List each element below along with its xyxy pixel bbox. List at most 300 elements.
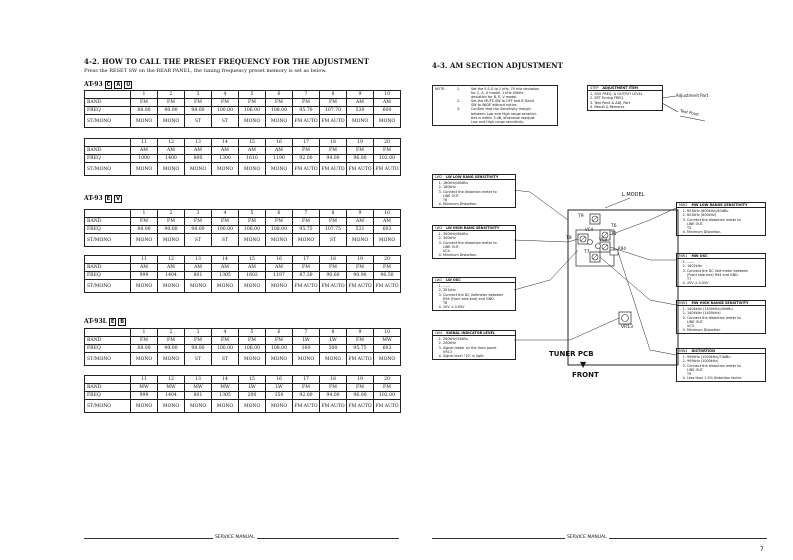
table-cell: 18 [320, 139, 347, 147]
table-cell: MONO [131, 163, 158, 176]
row-label: ST/MONO [85, 234, 131, 247]
table-cell: 4 [212, 91, 239, 99]
table-cell: 13 [185, 256, 212, 264]
table-cell: 10 [374, 210, 401, 218]
table-cell: 603 [374, 226, 401, 234]
label-t9: T9 [578, 214, 584, 219]
table-cell: 1000 [131, 155, 158, 163]
row-label [85, 139, 131, 147]
table-cell: MONO [131, 115, 158, 128]
model-code: E [110, 319, 115, 325]
table-cell: FM AUTO [293, 163, 320, 176]
model-code: A [116, 82, 121, 88]
box-title: LW OSC [446, 278, 461, 282]
table-row [85, 210, 401, 218]
table-cell: FM [293, 99, 320, 107]
table-cell: 15 [239, 376, 266, 384]
box-step: 2. 351kHz [443, 288, 513, 292]
table-cell: FM [212, 99, 239, 107]
box-tag: MW1 [679, 254, 688, 258]
box-steps [433, 231, 515, 258]
box-step: 1. 999kHz (1000kHz)/74dBu [687, 355, 763, 359]
row-label: BAND [85, 147, 131, 155]
row-label: FREQ [85, 392, 131, 400]
table-cell: MW [158, 384, 185, 392]
model-name: AT-93L [84, 318, 107, 325]
table-row [85, 91, 401, 99]
table-cell: 300 [320, 345, 347, 353]
mw-osc-box [676, 253, 766, 287]
table-cell: MONO [158, 353, 185, 366]
table-cell: 107.70 [320, 107, 347, 115]
table-cell: 800 [185, 155, 212, 163]
table-cell: 1 [131, 91, 158, 99]
note-box [432, 85, 558, 126]
table-cell: ST [320, 234, 347, 247]
table-cell: FM [347, 384, 374, 392]
table-row [85, 384, 401, 392]
table-cell: 16 [266, 256, 293, 264]
row-label: FREQ [85, 272, 131, 280]
table-cell: 2 [158, 329, 185, 337]
table-cell: FM AUTO [374, 163, 401, 176]
table-cell: 4 [212, 329, 239, 337]
table-cell: AM [212, 147, 239, 155]
table-row [85, 218, 401, 226]
footer-left: SERVICE MANUAL [215, 535, 255, 540]
table-cell: 95.70 [293, 107, 320, 115]
table-cell: FM [347, 264, 374, 272]
table-cell: FM [320, 99, 347, 107]
row-label: BAND [85, 264, 131, 272]
table-cell: AM [131, 264, 158, 272]
note-text: deviation for B, E, V model. [471, 95, 518, 100]
step-header: STEP [590, 86, 599, 90]
step-items [588, 91, 662, 110]
table-cell: 15 [239, 139, 266, 147]
table-cell: FM [320, 384, 347, 392]
box-title: SIGNAL INDICATOR LEVEL [446, 331, 495, 335]
note-number [457, 120, 471, 124]
table-cell: FM [320, 264, 347, 272]
table-cell: 106.00 [239, 226, 266, 234]
note-lines [457, 87, 539, 124]
note-label: NOTE: [435, 87, 446, 91]
table-cell: 5 [239, 210, 266, 218]
table-cell: AM [185, 147, 212, 155]
table-cell: AM [131, 147, 158, 155]
table-row [85, 353, 401, 366]
table-cell: MONO [158, 115, 185, 128]
row-label: ST/MONO [85, 115, 131, 128]
row-label: FREQ [85, 345, 131, 353]
table-row [85, 226, 401, 234]
table-row [85, 115, 401, 128]
table-cell: 1404 [158, 272, 185, 280]
table-cell: 1602 [239, 272, 266, 280]
box-steps [433, 283, 515, 310]
table-cell: 94.00 [320, 155, 347, 163]
row-label: ST/MONO [85, 163, 131, 176]
box-tag: LW3 [435, 226, 443, 230]
table-cell: FM AUTO [320, 163, 347, 176]
table-cell: 20 [374, 256, 401, 264]
table-cell: 96.50 [374, 272, 401, 280]
table-cell: 11 [131, 139, 158, 147]
note-number: 3. [457, 107, 461, 112]
box-step: 2. 999kHz (1000kHz) [687, 359, 763, 363]
model-name: AT-93 [84, 195, 103, 202]
table-cell: FM AUTO [293, 115, 320, 128]
row-label: BAND [85, 384, 131, 392]
row-label: FREQ [85, 155, 131, 163]
table-row [85, 345, 401, 353]
table-row [85, 99, 401, 107]
preset-table [84, 328, 401, 366]
table-cell: FM AUTO [347, 280, 374, 293]
table-cell: 9 [347, 329, 374, 337]
row-label: BAND [85, 218, 131, 226]
table-cell: FM [131, 99, 158, 107]
table-cell: FM [374, 264, 401, 272]
table-cell: 1610 [239, 155, 266, 163]
table-cell: FM [158, 99, 185, 107]
adjustment-item-header: ADJUSTMENT ITEM [602, 86, 638, 90]
table-cell: 1190 [266, 155, 293, 163]
box-step: 4. Minimum Distortion [687, 328, 763, 332]
box-title: MW HIGH RANGE SENSITIVITY [691, 301, 749, 305]
table-cell: MONO [239, 163, 266, 176]
row-label [85, 256, 131, 264]
table-cell: LW [239, 384, 266, 392]
note-text: Low and High range sensitivity. [471, 119, 524, 124]
table-cell: FM AUTO [320, 280, 347, 293]
table-cell: FM [131, 337, 158, 345]
lw-osc-box [432, 277, 516, 311]
box-step: 1. 300kHz/40dBu [443, 232, 513, 236]
table-cell: FM [347, 147, 374, 155]
table-cell: 11 [131, 376, 158, 384]
table-cell: AM [158, 147, 185, 155]
table-cell: MONO [347, 234, 374, 247]
table-cell: AM [266, 147, 293, 155]
table-cell: MONO [266, 115, 293, 128]
label-r94: R94 [618, 246, 626, 251]
box-title: MW OSC [691, 254, 708, 258]
table-cell: FM [239, 218, 266, 226]
step-item: 1. SSG FREQ. & OUTPUT LEVEL [590, 92, 643, 97]
table-row [85, 234, 401, 247]
table-cell: 94.00 [320, 392, 347, 400]
table-cell: FM [293, 147, 320, 155]
table-row [85, 400, 401, 413]
table-cell: MONO [266, 280, 293, 293]
table-cell: 3 [185, 91, 212, 99]
table-cell: MONO [158, 400, 185, 413]
table-cell: 100.00 [212, 226, 239, 234]
table-cell: 107.75 [320, 226, 347, 234]
table-cell: MONO [266, 234, 293, 247]
row-label: FREQ [85, 226, 131, 234]
table-cell: MONO [185, 400, 212, 413]
box-step: 1. ------ [443, 284, 513, 288]
table-cell: 6 [266, 91, 293, 99]
table-row [85, 337, 401, 345]
row-label: ST/MONO [85, 353, 131, 366]
table-cell: AM [347, 99, 374, 107]
box-steps [677, 306, 765, 333]
table-cell: ST [185, 115, 212, 128]
table-cell: AM [239, 147, 266, 155]
table-cell: FM [293, 218, 320, 226]
table-cell: 20 [374, 139, 401, 147]
box-step: 3. Connect the distortion meter to LINE OUT. T6 [443, 190, 513, 203]
table-cell: 90.00 [158, 345, 185, 353]
table-cell: MONO [266, 163, 293, 176]
table-cell: AM [374, 99, 401, 107]
table-cell: MONO [374, 353, 401, 366]
table-cell: FM AUTO [347, 400, 374, 413]
table-cell: FM [239, 337, 266, 345]
table-cell: MW [374, 337, 401, 345]
table-row [85, 139, 401, 147]
table-cell: MONO [131, 400, 158, 413]
table-cell: 14 [212, 139, 239, 147]
table-cell: FM [293, 384, 320, 392]
note-number: 2. [457, 99, 461, 104]
tuner-pcb-label: TUNER PCB [549, 350, 594, 358]
box-step: 1. 160kHz/40dBu [443, 181, 513, 185]
table-cell: 14 [212, 376, 239, 384]
note-text: Confirm that the Sensitivity margin [471, 107, 531, 112]
model-label [84, 81, 132, 89]
table-cell: 999 [131, 392, 158, 400]
table-cell: FM AUTO [320, 115, 347, 128]
table-cell: 2 [158, 210, 185, 218]
table-cell: 200 [239, 392, 266, 400]
table-cell: MONO [239, 234, 266, 247]
box-step: 4. Minimum Distortion. [443, 202, 513, 206]
table-cell: 1305 [212, 272, 239, 280]
box-step: 3. Connect the DC Voltmeter between R94 (Front side end) and GND. T8 [443, 293, 513, 306]
table-cell: 90.00 [158, 107, 185, 115]
table-cell: 108.00 [266, 345, 293, 353]
table-cell: 2 [158, 91, 185, 99]
box-tag: MW3 [679, 301, 688, 305]
table-cell: FM AUTO [347, 163, 374, 176]
table-cell: MONO [374, 234, 401, 247]
table-cell: FM AUTO [374, 280, 401, 293]
box-step: 3. Signal meter on the front panel. VR13 [443, 346, 513, 354]
table-cell: MONO [266, 353, 293, 366]
box-step: 4. 20V ± 0.05V [443, 305, 513, 309]
table-cell: 14 [212, 256, 239, 264]
table-cell: 15 [239, 256, 266, 264]
table-cell: 8 [320, 329, 347, 337]
table-cell: 96.00 [347, 392, 374, 400]
table-cell: 9 [347, 210, 374, 218]
coil-t5 [600, 242, 610, 252]
table-cell: 999 [131, 272, 158, 280]
table-cell: 19 [347, 376, 374, 384]
table-cell: FM [320, 218, 347, 226]
trimmer-vc4 [588, 240, 593, 245]
model-code: C [106, 82, 111, 88]
preset-table [84, 209, 401, 247]
footer-right: SERVICE MANUAL [567, 535, 607, 540]
table-cell: MONO [131, 234, 158, 247]
step-box [587, 85, 663, 111]
table-cell: 1 [131, 329, 158, 337]
l-model-label: L MODEL [622, 192, 645, 198]
table-cell: FM [185, 99, 212, 107]
box-step: 3. Connect the distortion meter to LINE OUT. T9 [687, 364, 763, 377]
box-step: 2. 200kHz [443, 341, 513, 345]
table-row [85, 107, 401, 115]
mw-low-sensitivity-box [676, 202, 766, 236]
table-cell: 96.00 [347, 155, 374, 163]
table-cell: FM AUTO [293, 400, 320, 413]
table-cell: LW [266, 384, 293, 392]
table-row [85, 392, 401, 400]
label-vr13: VR13 [621, 325, 633, 330]
note-text: Set the S.S.G to 1 kHz, 75 kHz deviation [471, 87, 540, 91]
box-step: 2. 1404kHz (1400kHz) [687, 311, 763, 315]
table-cell: 8 [320, 91, 347, 99]
table-cell: 1 [131, 210, 158, 218]
table-cell: FM [374, 147, 401, 155]
table-cell: 98.00 [185, 107, 212, 115]
preset-table [84, 255, 401, 293]
model-code: V [116, 196, 120, 202]
row-label: BAND [85, 99, 131, 107]
box-step: 4. Less than 1.5% distortion factor. [687, 376, 763, 380]
coil-t8 [578, 234, 588, 244]
table-cell: 90.00 [158, 226, 185, 234]
box-steps [433, 180, 515, 207]
table-cell: 6 [266, 210, 293, 218]
table-cell: FM [185, 337, 212, 345]
table-cell: 4 [212, 210, 239, 218]
table-cell: MONO [239, 115, 266, 128]
table-cell: ST [185, 234, 212, 247]
label-t8: T8 [566, 236, 572, 241]
table-cell: FM [212, 337, 239, 345]
row-label: FREQ [85, 107, 131, 115]
box-step: 1. 603kHz (600kHz)/40dBu [687, 209, 763, 213]
preset-table [84, 90, 401, 128]
table-cell: AM [239, 264, 266, 272]
table-cell: 18 [320, 376, 347, 384]
note-text: for C, A, U model, 1 kHz 40kHz [471, 91, 524, 96]
model-code: B [120, 319, 125, 325]
row-label [85, 329, 131, 337]
table-cell: 5 [239, 91, 266, 99]
preset-intro: Press the RESET SW on the REAR PANEL, the tuning frequency preset memory is set as below. [84, 68, 327, 74]
table-cell: MONO [158, 163, 185, 176]
signal-indicator-box [432, 330, 516, 360]
model-code: U [126, 82, 131, 88]
table-cell: 19 [347, 256, 374, 264]
table-cell: FM [266, 337, 293, 345]
box-step: 2. 1602kHz [687, 264, 763, 268]
box-step: 3. Connect the distortion meter to LINE OUT. VC3 [687, 316, 763, 329]
table-cell: ST [185, 353, 212, 366]
box-step: 4. Minimum Distortion. [443, 253, 513, 257]
table-cell: MW [131, 384, 158, 392]
table-cell: MONO [212, 280, 239, 293]
table-cell: 10 [374, 329, 401, 337]
table-cell: MONO [158, 280, 185, 293]
table-cell: 3 [185, 329, 212, 337]
note-line [457, 120, 539, 124]
box-step: 2. 160kHz [443, 185, 513, 189]
row-label: ST/MONO [85, 400, 131, 413]
table-cell: 100.00 [212, 107, 239, 115]
table-cell: MONO [131, 353, 158, 366]
table-cell: MONO [158, 234, 185, 247]
box-tag: MW4 [679, 349, 688, 353]
section-title-am: 4-3. AM SECTION ADJUSTMENT [432, 61, 563, 70]
table-cell: 350 [266, 392, 293, 400]
table-cell: 9 [347, 91, 374, 99]
table-cell: MONO [185, 280, 212, 293]
trimmer-vc3 [596, 244, 601, 249]
table-cell: 1300 [212, 155, 239, 163]
preset-table [84, 375, 401, 413]
row-label [85, 210, 131, 218]
table-cell: AM [212, 264, 239, 272]
table-cell: 95.75 [347, 345, 374, 353]
step-item: 2. SET Tuning FREQ. [590, 96, 625, 101]
row-label: ST/MONO [85, 280, 131, 293]
table-cell: FM [212, 218, 239, 226]
box-step: 3. Connect the distortion meter to LINE OUT. VC4 [443, 241, 513, 254]
box-step: 3. Connect the distortion meter to LINE OUT. T5 [687, 218, 763, 231]
table-cell: 100.00 [212, 345, 239, 353]
front-label: FRONT [572, 371, 599, 379]
table-cell: 16 [266, 139, 293, 147]
note-text: between Low and High range sensitivi- [471, 111, 537, 116]
table-cell: 88.00 [131, 226, 158, 234]
box-step: 1. 1404kHz (1400kHz)/40dBu [687, 307, 763, 311]
table-cell: ST [212, 115, 239, 128]
table-cell: 19 [347, 139, 374, 147]
table-cell: FM AUTO [374, 400, 401, 413]
table-cell: MONO [266, 400, 293, 413]
table-cell: 1404 [158, 392, 185, 400]
table-cell: FM AUTO [347, 353, 374, 366]
table-cell: 12 [158, 256, 185, 264]
table-cell: 87.30 [293, 272, 320, 280]
table-cell: MONO [185, 163, 212, 176]
box-step: 4. 20V ± 0.05V [687, 281, 763, 285]
coil-t9 [590, 214, 600, 224]
table-cell: FM [266, 99, 293, 107]
label-t6: T6 [611, 224, 617, 229]
table-cell: 6 [266, 329, 293, 337]
table-cell: FM [293, 264, 320, 272]
table-cell: LW [293, 337, 320, 345]
table-cell: MONO [293, 234, 320, 247]
box-tag: LW2 [435, 175, 443, 179]
coil-t7 [590, 252, 600, 262]
table-row [85, 272, 401, 280]
table-cell: 1400 [158, 155, 185, 163]
table-cell: 102.00 [374, 155, 401, 163]
table-cell: MONO [320, 353, 347, 366]
label-t5: T5 [611, 232, 617, 237]
